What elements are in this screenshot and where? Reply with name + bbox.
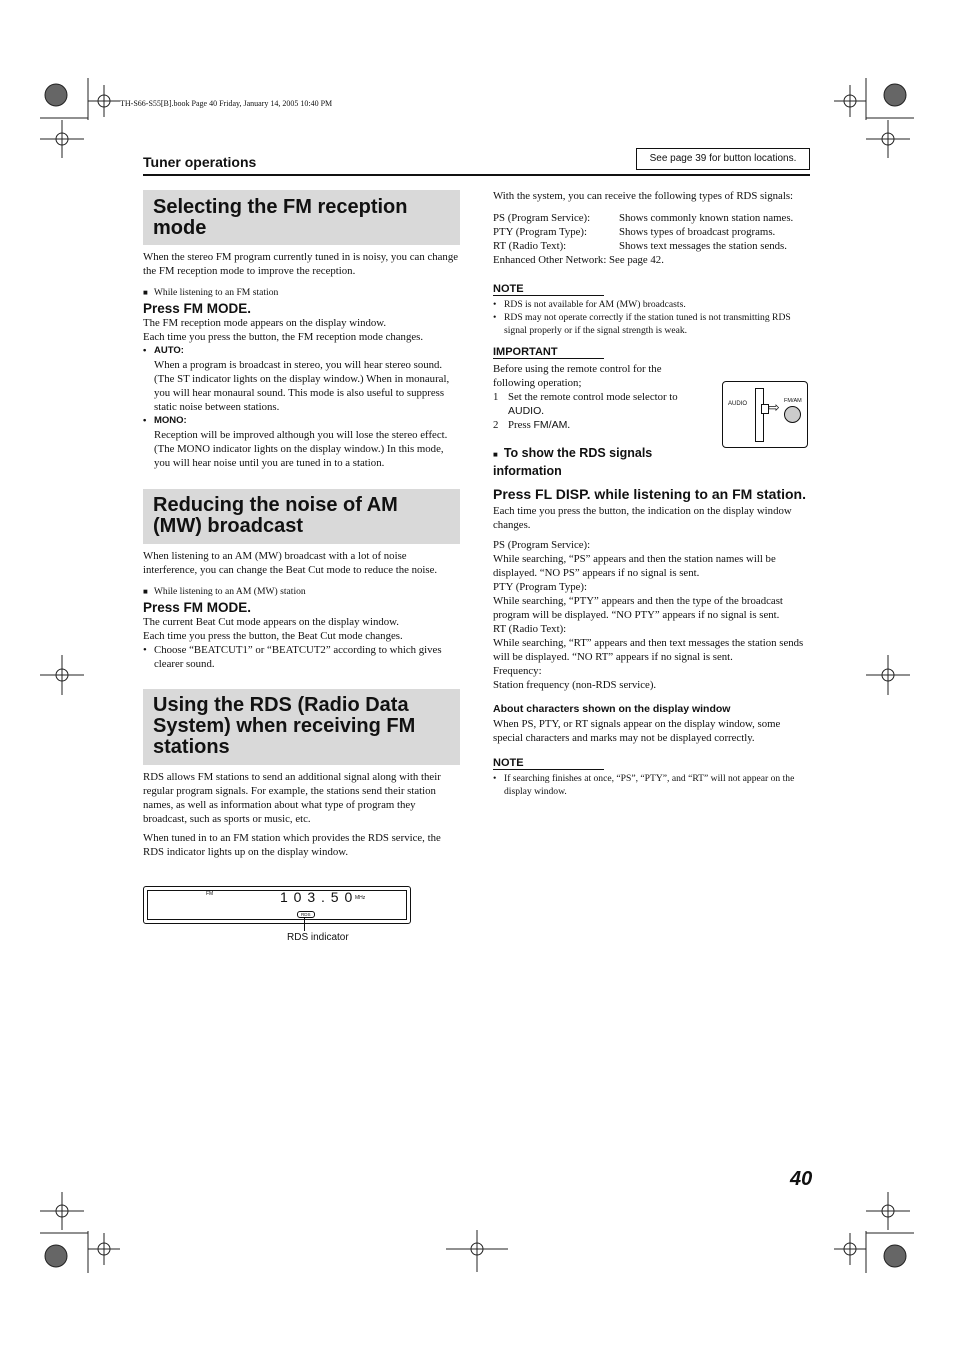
auto-text: When a program is broadcast in stereo, you will hear stereo sound. (The ST indicator lights on the display window.) When in monaural, you will hear monaural sound. This mode is also useful to suppress static noise between stations. [154,359,450,413]
display-item-name: Frequency: [493,665,542,677]
signal-desc: Shows text messages the station sends. [619,240,787,252]
am-noise-title: Reducing the noise of AM (MW) broadcast [153,494,398,537]
am-noise-intro: When listening to an AM (MW) broadcast with a lot of noise interference, you can change the Beat Cut mode to reduce the noise. [143,550,438,576]
note-label-2: NOTE [493,757,604,770]
step-number: 1 [493,391,499,403]
am-noise-condition [143,585,460,598]
mono-label: • MONO: [143,414,460,428]
important-intro: Before using the remote control for the following operation; [493,363,662,389]
fmam-label: FM/AM [784,398,802,404]
show-rds-desc: Each time you press the button, the indication on the display window changes. [493,505,792,531]
chars-heading: About characters shown on the display window [493,703,731,715]
step-text-body: Set the remote control mode selector to [508,391,678,403]
band-indicator: FM [206,891,214,897]
signal-desc: Shows commonly known station names. [619,212,794,224]
note-item: • RDS is not available for AM (MW) broadcasts. [493,298,810,311]
rds-leader-line [304,918,305,931]
frequency-readout: 1 0 3 . 5 0 [280,889,354,905]
step-text-body: Press [508,419,531,431]
rds-indicator-caption: RDS indicator [287,932,349,943]
mono-text: Reception will be improved although you will lose the stereo effect. (The MONO indicator lights on the display window.) In this mode, you will hear noise until you are tuned in to a station. [154,429,448,469]
show-rds-list [493,538,810,692]
mode-selector-switch [755,388,764,442]
audio-key: AUDIO [508,405,542,417]
step-number: 2 [493,419,499,431]
remote-mode-figure [722,381,808,448]
fm-mode-desc1: The FM reception mode appears on the display window. [143,317,387,329]
note-label: NOTE [493,283,604,296]
arrow-icon: ⇨ [768,401,780,416]
am-noise-bullet: • Choose “BEATCUT1” or “BEATCUT2” according to which gives clearer sound. [143,643,460,671]
rds-signal-list [493,211,810,267]
show-rds-heading [493,445,693,479]
rds-types-intro: With the system, you can receive the following types of RDS signals: [493,190,794,202]
rds-title: Using the RDS (Radio Data System) when receiving FM stations [153,694,416,758]
eon-line: Enhanced Other Network: See page 42. [493,254,664,266]
display-item-name: RT (Radio Text): [493,623,567,635]
fm-mode-condition [143,286,460,299]
auto-label: • AUTO: [143,344,460,358]
signal-name: PS (Program Service): [493,212,591,224]
left-column [143,190,460,859]
signal-name: RT (Radio Text): [493,240,567,252]
note-item: • RDS may not operate correctly if the station tuned is not transmitting RDS signal properly or if the signal strength is weak. [493,311,810,337]
display-item-text: While searching, “PTY” appears and then the type of the broadcast program will be displayed. “NO PTY” appears if no signal is sent. [493,595,783,621]
signal-row [493,239,810,253]
see-page-box: See page 39 for button locations. [636,148,810,170]
right-column [493,189,810,798]
section-rds [143,689,460,765]
display-window [143,886,411,924]
important-label: IMPORTANT [493,346,604,359]
fmam-key: FM/AM [533,419,568,431]
note-item: • If searching finishes at once, “PS”, “PTY”, and “RT” will not appear on the display window. [493,772,810,798]
rds-para2: When tuned in to an FM station which provides the RDS service, the RDS indicator lights up on the display window. [143,832,441,858]
file-info: TH-S66-S55[B].book Page 40 Friday, January 14, 2005 10:40 PM [120,99,333,108]
fm-mode-title: Selecting the FM reception mode [153,196,408,239]
display-inner [147,890,407,920]
header-rule [143,174,810,176]
step-text: Set the remote control mode selector to AUDIO. [508,391,678,417]
fm-mode-desc2: Each time you press the button, the FM reception mode changes. [143,331,424,343]
display-item-text: Station frequency (non-RDS service). [493,679,657,691]
section-am-noise [143,489,460,544]
am-noise-desc2: Each time you press the button, the Beat Cut mode changes. [143,630,403,642]
important-step-1 [493,390,708,418]
step-text: Press FM/AM. [508,419,571,431]
rds-para1: RDS allows FM stations to send an additional signal along with their regular program signals. For example, the stations send their station names, as well as information about what type of program they broadcast, such as sports or music, etc. [143,771,441,825]
condition-text: While listening to an FM station [153,287,279,298]
signal-desc: Shows types of broadcast programs. [619,226,776,238]
display-item-name: PTY (Program Type): [493,581,588,593]
condition-text: While listening to an AM (MW) station [153,586,306,597]
chars-text: When PS, PTY, or RT signals appear on the display window, some special characters and marks may not be displayed correctly. [493,718,781,744]
section-header: Tuner operations [143,154,257,170]
display-item-text: While searching, “RT” appears and then text messages the station sends will be displayed. “NO RT” appears if no signal is sent. [493,637,804,663]
page-number: 40 [790,1168,813,1190]
display-item-text: While searching, “PS” appears and then the station names will be displayed. “NO PS” appears if no signal is sent. [493,553,776,579]
mhz-unit: MHz [355,895,366,901]
signal-row [493,225,810,239]
section-fm-mode [143,190,460,245]
rds-indicator: RDS [297,911,315,918]
show-rds-press: Press FL DISP. while listening to an FM station. [493,486,806,502]
display-item-name: PS (Program Service): [493,539,591,551]
signal-name: PTY (Program Type): [493,226,588,238]
fm-mode-intro: When the stereo FM program currently tuned in is noisy, you can change the FM reception mode to improve the reception. [143,251,459,277]
show-rds-heading-text: To show the RDS signals information [493,446,653,478]
fmam-button [784,406,801,423]
audio-label: AUDIO [728,401,748,407]
fm-mode-press: Press FM MODE. [143,301,252,316]
am-noise-press: Press FM MODE. [143,600,252,615]
am-noise-desc1: The current Beat Cut mode appears on the display window. [143,616,399,628]
signal-row [493,211,810,225]
